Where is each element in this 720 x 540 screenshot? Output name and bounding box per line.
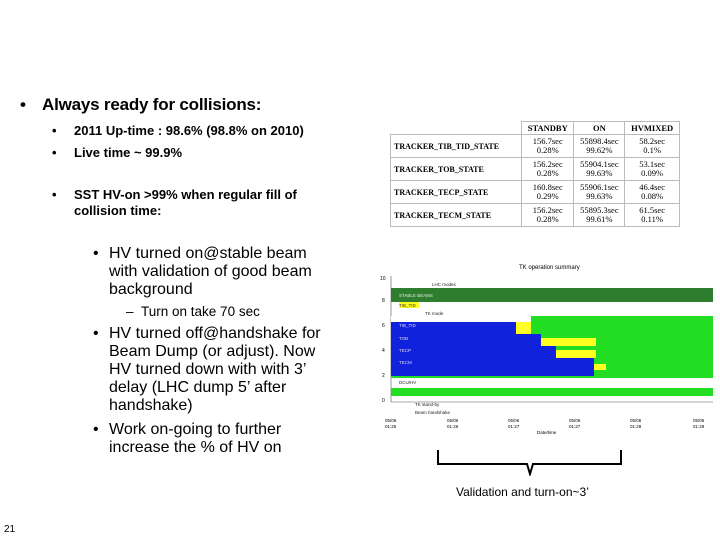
table-header: STANDBY (522, 122, 574, 135)
operation-summary-chart (377, 260, 717, 440)
table-header: ON (574, 122, 625, 135)
cell-value: 99.63% (586, 168, 613, 178)
x-tick-label: 05/06 (508, 418, 520, 423)
bullet-hv-off (93, 325, 321, 415)
label-tib: TIB_TID (399, 303, 416, 308)
label-tib-tid: TIB_TID (399, 323, 416, 328)
cell-value: 99.61% (586, 214, 613, 224)
y-tick-label: 2 (382, 373, 385, 379)
label-tob: TOB (399, 336, 409, 341)
cell-value: 0.28% (536, 214, 559, 224)
x-tick-label: 05/06 (447, 418, 459, 423)
y-tick-label: 10 (380, 276, 386, 282)
label-tecp: TECP (399, 348, 412, 353)
cell-value: 61.5sec (639, 205, 665, 215)
x-tick-label: 01:27 (508, 424, 520, 429)
cell-value: 99.62% (586, 145, 613, 155)
table-cell (522, 158, 574, 181)
cell-value: 58.2sec (639, 136, 665, 146)
text-line: HV turned down with with 3’ (109, 361, 307, 378)
blue-region (391, 346, 556, 358)
text-line: with validation of good beam (109, 263, 312, 280)
label-lhc-modes: LHC modes (432, 282, 456, 287)
sub-bullet-livetime (52, 145, 182, 160)
blue-region (391, 370, 594, 376)
label-tk-mode: TK mode (425, 311, 444, 316)
bullet-symbol: • (52, 123, 57, 138)
table-cell (522, 135, 574, 158)
label-stable-beams: STABLE BEAMS (399, 293, 433, 298)
x-axis-label: Date/time (537, 430, 557, 435)
table-cell (574, 181, 625, 204)
sub-bullet-text: 2011 Up-time : 98.6% (98.8% on 2010) (74, 123, 304, 138)
text-line: HV turned off@handshake for (109, 325, 321, 342)
x-tick-label: 01:26 (447, 424, 459, 429)
lhc-band (391, 288, 713, 302)
text-line: Work on-going to further (109, 421, 282, 438)
cell-value: 99.63% (586, 191, 613, 201)
main-bullet-text: Always ready for collisions: (42, 95, 262, 114)
yellow-step (541, 338, 596, 346)
table-cell (574, 158, 625, 181)
table-row (391, 158, 680, 181)
table-header-row (391, 122, 680, 135)
cell-value: 156.2sec (532, 205, 563, 215)
yellow-step (556, 350, 596, 358)
state-table (390, 121, 680, 227)
text-line: Beam Dump (or adjust). Now (109, 343, 316, 360)
table-row (391, 181, 680, 204)
x-tick-label: 05/06 (569, 418, 581, 423)
bullet-symbol: • (52, 187, 57, 202)
y-tick-label: 0 (382, 398, 385, 404)
table-row (391, 135, 680, 158)
bullet-symbol: • (20, 95, 26, 114)
sub-bullet-text: SST HV-on >99% when regular fill of (74, 187, 297, 202)
text-line: increase the % of HV on (109, 439, 282, 456)
table-cell (574, 135, 625, 158)
cell-value: 160.8sec (532, 182, 563, 192)
cell-value: 55904.1sec (580, 159, 619, 169)
y-tick-label: 4 (382, 348, 385, 354)
label-tecm: TECM (399, 360, 412, 365)
sub-bullet-sst (52, 187, 297, 202)
table-cell: TRACKER_TIB_TID_STATE (391, 135, 522, 158)
table-header: HVMIXED (625, 122, 680, 135)
sub-bullet-sst-cont: collision time: (74, 203, 162, 218)
table-cell (625, 204, 680, 227)
cell-value: 0.08% (641, 191, 664, 201)
cell-value: 53.1sec (639, 159, 665, 169)
x-tick-label: 01:25 (385, 424, 397, 429)
x-tick-label: 01:28 (630, 424, 642, 429)
page-number: 21 (4, 524, 16, 535)
y-tick-label: 6 (382, 323, 385, 329)
cell-value: 0.11% (641, 214, 663, 224)
yellow-step (516, 322, 531, 334)
table-cell (625, 158, 680, 181)
x-tick-label: 01:27 (569, 424, 581, 429)
cell-value: 46.4sec (639, 182, 665, 192)
y-tick-label: 8 (382, 298, 385, 304)
text-line: handshake) (109, 397, 193, 414)
main-bullet (20, 95, 261, 115)
sub-bullet-text: Live time ~ 99.9% (74, 145, 183, 160)
table-cell (574, 204, 625, 227)
dash-symbol: – (126, 304, 142, 319)
label-handshake: Beam handshake (415, 410, 451, 415)
cell-value: 0.09% (641, 168, 664, 178)
x-tick-label: 05/06 (385, 418, 397, 423)
table-cell (625, 181, 680, 204)
table-cell (522, 204, 574, 227)
label-dcu: DCU/HV (399, 380, 417, 385)
dash-item (126, 304, 260, 319)
standby-band (391, 388, 713, 396)
cell-value: 156.7sec (532, 136, 563, 146)
label-standby: TK stand-by (415, 402, 440, 407)
bullet-symbol: • (93, 421, 99, 438)
bullet-hv-on (93, 245, 312, 299)
white-gap (391, 316, 531, 322)
bullet-symbol: • (52, 145, 57, 160)
table-cell: TRACKER_TECM_STATE (391, 204, 522, 227)
text-line: delay (LHC dump 5’ after (109, 379, 287, 396)
bullet-symbol: • (93, 245, 99, 262)
table-header (391, 122, 522, 135)
footer-label: Validation and turn-on~3’ (456, 485, 589, 499)
bullet-symbol: • (93, 325, 99, 342)
chart-title: TK operation summary (519, 265, 580, 271)
table-cell: TRACKER_TECP_STATE (391, 181, 522, 204)
sub-bullet-uptime (52, 123, 304, 138)
cell-value: 0.28% (536, 145, 559, 155)
x-tick-label: 05/06 (693, 418, 705, 423)
cell-value: 55895.3sec (580, 205, 619, 215)
cell-value: 0.29% (536, 191, 559, 201)
bullet-work-ongoing (93, 421, 282, 457)
text-line: HV turned on@stable beam (109, 245, 307, 262)
cell-value: 0.28% (536, 168, 559, 178)
blue-region (391, 358, 594, 370)
brace-icon (435, 448, 625, 476)
table-row (391, 204, 680, 227)
table-cell (522, 181, 574, 204)
x-tick-label: 01:29 (693, 424, 705, 429)
cell-value: 156.2sec (532, 159, 563, 169)
blue-region (391, 334, 541, 346)
cell-value: 0.1% (643, 145, 661, 155)
cell-value: 55906.1sec (580, 182, 619, 192)
cell-value: 55898.4sec (580, 136, 619, 146)
x-tick-label: 05/06 (630, 418, 642, 423)
table-cell: TRACKER_TOB_STATE (391, 158, 522, 181)
table-cell (625, 135, 680, 158)
yellow-step (594, 364, 606, 370)
text-line: background (109, 281, 193, 298)
dash-text: Turn on take 70 sec (141, 304, 260, 319)
